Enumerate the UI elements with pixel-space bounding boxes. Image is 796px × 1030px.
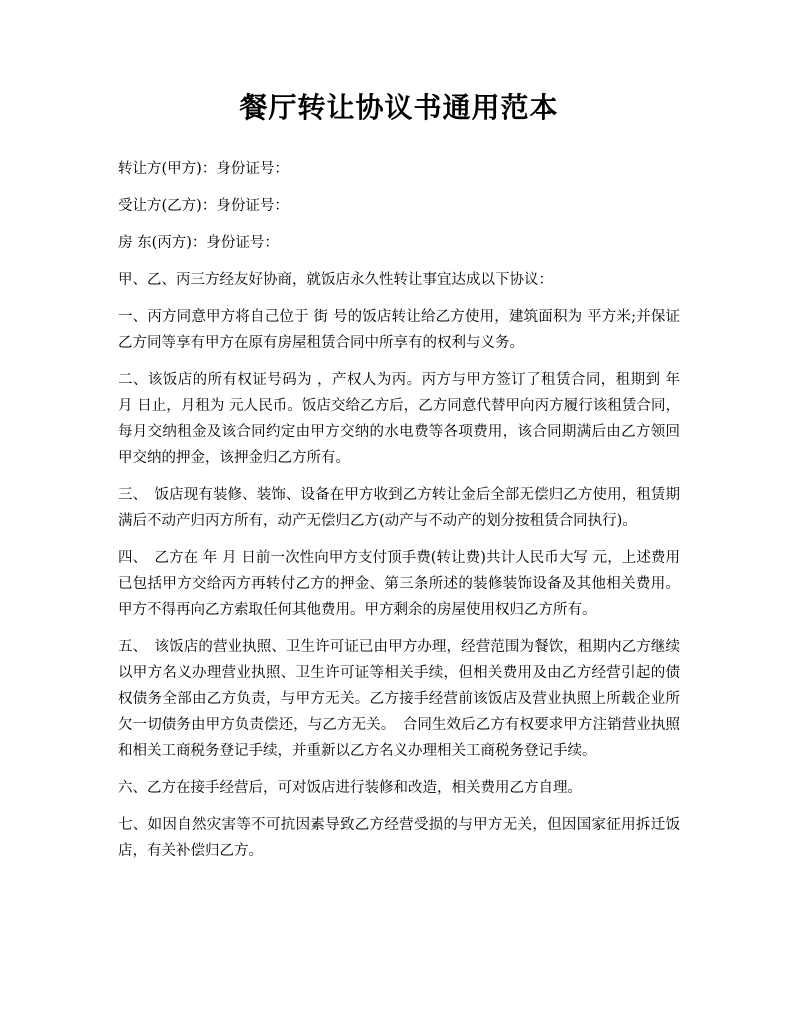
clause-3: 三、 饭店现有装修、装饰、设备在甲方收到乙方转让金后全部无偿归乙方使用，租赁期满后不动产归丙方所有，动产无偿归乙方(动产与不动产的划分按租赁合同执行)。 — [118, 487, 680, 529]
paragraph-landlord: 房 东(丙方)：身份证号： — [118, 235, 279, 251]
clause-2: 二、该饭店的所有权证号码为 ，产权人为丙。丙方与甲方签订了租赁合同，租期到 年 月 日止，月租为 元人民币。饭店交给乙方后，乙方同意代替甲向丙方履行该租赁合同，每月交纳租金及该合同约定由甲方交纳的水电费等各项费用，该合同期满后由乙方领回甲交纳的押金，该押金归乙方所有。 — [118, 372, 680, 466]
clause-4: 四、 乙方在 年 月 日前一次性向甲方支付顶手费(转让费)共计人民币大写 元，上述费用已包括甲方交给丙方再转付乙方的押金、第三条所述的装修装饰设备及其他相关费用。甲方不得再向乙方索取任何其他费用。甲方剩余的房屋使用权归乙方所有。 — [118, 550, 680, 618]
paragraph-transferee: 受让方(乙方)：身份证号： — [118, 198, 289, 214]
paragraph-transferor: 转让方(甲方)：身份证号： — [118, 161, 289, 177]
clause-7: 七、如因自然灾害等不可抗因素导致乙方经营受损的与甲方无关，但因国家征用拆迁饭店，有关补偿归乙方。 — [118, 817, 680, 859]
clause-5: 五、 该饭店的营业执照、卫生许可证已由甲方办理，经营范围为餐饮，租期内乙方继续以甲方名义办理营业执照、卫生许可证等相关手续，但相关费用及由乙方经营引起的债权债务全部由乙方负责，与甲方无关。乙方接手经营前该饭店及营业执照上所载企业所欠一切债务由甲方负责偿还，与乙方无关。 合同生效后乙方有权要求甲方注销营业执照和相关工商税务登记手续，并重新以乙方名义办理相关工商税务登记手续。 — [118, 639, 680, 759]
paragraph-preamble: 甲、乙、丙三方经友好协商，就饭店永久性转让事宜达成以下协议： — [118, 272, 553, 288]
document-title: 餐厅转让协议书通用范本 — [239, 91, 559, 124]
clause-6: 六、乙方在接手经营后，可对饭店进行装修和改造，相关费用乙方自理。 — [118, 780, 582, 796]
clause-1: 一、丙方同意甲方将自己位于 街 号的饭店转让给乙方使用，建筑面积为 平方米;并保证乙方同等享有甲方在原有房屋租赁合同中所享有的权利与义务。 — [118, 309, 680, 351]
